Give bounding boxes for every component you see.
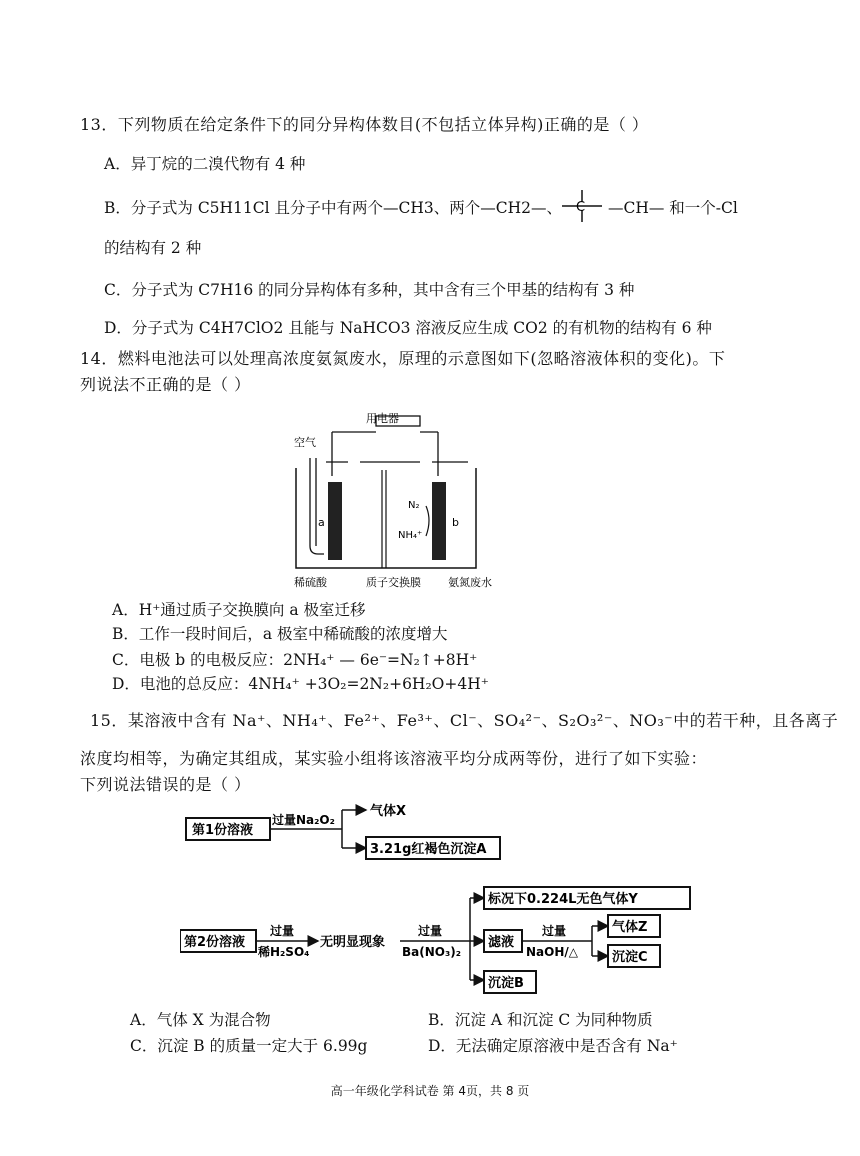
fuel-cell-diagram <box>290 410 530 590</box>
air-tube <box>310 458 324 554</box>
svg-text:C: C <box>576 200 586 215</box>
q13-option-b-line1: B．分子式为 C5H11Cl 且分子中有两个—CH3、两个—CH2—、 <box>104 199 563 217</box>
q14-option-b: B．工作一段时间后，a 极室中稀硫酸的浓度增大 <box>112 625 448 643</box>
nh4-label: NH₄⁺ <box>398 530 423 541</box>
reagent2-top: 过量 <box>270 924 295 938</box>
carbon-structure-icon <box>556 188 608 228</box>
q15-option-d: D．无法确定原溶液中是否含有 Na⁺ <box>428 1037 678 1055</box>
dilute-sulfuric-label: 稀硫酸 <box>294 576 327 589</box>
electrode-a <box>328 482 342 560</box>
precip-b-label: 沉淀B <box>488 976 524 991</box>
q15-option-b: B．沉淀 A 和沉淀 C 为同种物质 <box>428 1011 653 1029</box>
membrane-label: 质子交换膜 <box>366 576 421 589</box>
q14-option-d: D．电池的总反应：4NH₄⁺ +3O₂=2N₂+6H₂O+4H⁺ <box>112 675 489 693</box>
air-label: 空气 <box>294 436 316 449</box>
q15-stem-line1: 15．某溶液中含有 Na⁺、NH₄⁺、Fe²⁺、Fe³⁺、Cl⁻、SO₄²⁻、S₂O₃²⁻、NO₃⁻中的若干种，且各离子 <box>90 711 839 730</box>
precip-c-label: 沉淀C <box>612 950 648 965</box>
q15-stem-line2: 浓度均相等，为确定其组成，某实验小组将该溶液平均分成两等份，进行了如下实验： <box>80 749 708 768</box>
ammonia-water-label: 氨氮废水 <box>448 576 492 589</box>
reagent4-bottom: NaOH/△ <box>526 945 578 959</box>
gas-y-label: 标况下0.224L无色气体Y <box>488 892 638 907</box>
q14-stem-line2: 列说法不正确的是（ ） <box>80 375 251 394</box>
q14-option-c: C．电极 b 的电极反应：2NH₄⁺ — 6e⁻=N₂↑+8H⁺ <box>112 651 478 669</box>
reagent3-top: 过量 <box>418 924 443 938</box>
q13-stem: 13．下列物质在给定条件下的同分异构体数目(不包括立体异构)正确的是（ ） <box>80 115 649 134</box>
q13-option-d: D．分子式为 C4H7ClO2 且能与 NaHCO3 溶液反应生成 CO2 的有机物的结构有 6 种 <box>104 319 712 337</box>
electrode-b-label: b <box>452 516 459 529</box>
q14-stem-line1: 14．燃料电池法可以处理高浓度氨氮废水，原理的示意图如下(忽略溶液体积的变化)。下 <box>80 349 726 368</box>
q13-option-a: A．异丁烷的二溴代物有 4 种 <box>104 155 306 173</box>
reagent2-bottom: 稀H₂SO₄ <box>258 945 310 959</box>
page-footer: 高一年级化学科试卷 第 4页，共 8 页 <box>330 1084 530 1098</box>
reagent4-top: 过量 <box>542 924 567 938</box>
no-change-label: 无明显现象 <box>320 935 386 950</box>
precip-a-label: 3.21g红褐色沉淀A <box>370 842 487 857</box>
filtrate-label: 滤液 <box>488 935 515 950</box>
device-label: 用电器 <box>366 412 399 425</box>
part1-label: 第1份溶液 <box>192 823 254 838</box>
q15-option-a: A．气体 X 为混合物 <box>130 1011 271 1029</box>
gas-z-label: 气体Z <box>612 920 648 935</box>
q13-option-c: C．分子式为 C7H16 的同分异构体有多种，其中含有三个甲基的结构有 3 种 <box>104 281 635 299</box>
part2-label: 第2份溶液 <box>184 935 246 950</box>
electrode-b <box>432 482 446 560</box>
gas-x-label: 气体X <box>370 804 407 819</box>
reagent3-bottom: Ba(NO₃)₂ <box>402 945 461 959</box>
q15-stem-line3: 下列说法错误的是（ ） <box>80 775 251 794</box>
experiment-flowchart <box>180 796 700 1002</box>
n2-label: N₂ <box>408 500 420 511</box>
electrode-a-label: a <box>318 516 325 529</box>
q13-option-b-tail: —CH— 和一个-Cl <box>608 199 738 217</box>
q14-option-a: A．H⁺通过质子交换膜向 a 极室迁移 <box>112 601 366 619</box>
q15-option-c: C．沉淀 B 的质量一定大于 6.99g <box>130 1037 368 1055</box>
q13-option-b-line2: 的结构有 2 种 <box>104 239 202 257</box>
reagent1-label: 过量Na₂O₂ <box>272 813 335 827</box>
